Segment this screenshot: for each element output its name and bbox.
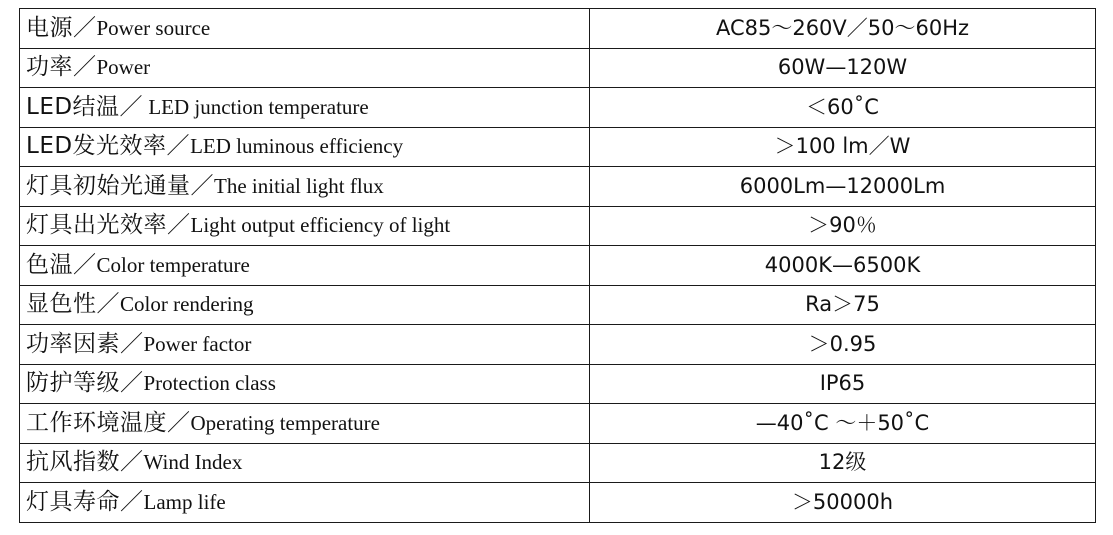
spec-value: ＜60˚C xyxy=(590,88,1096,128)
spec-value: 60W—120W xyxy=(590,48,1096,88)
spec-name-cell xyxy=(20,404,590,444)
spec-name-en: LED luminous efficiency xyxy=(190,134,404,159)
table-row xyxy=(20,404,1096,444)
spec-name-cn: 灯具初始光通量／ xyxy=(26,172,214,199)
table-row xyxy=(20,206,1096,246)
spec-value: ＞50000h xyxy=(590,483,1096,523)
spec-value: ＞0.95 xyxy=(590,325,1096,365)
spec-name-cell xyxy=(20,88,590,128)
spec-name-cn: 灯具寿命／ xyxy=(26,488,144,515)
spec-name-cell xyxy=(20,364,590,404)
spec-name-cn: 抗风指数／ xyxy=(26,449,144,476)
spec-name-cell xyxy=(20,246,590,286)
spec-name-en: Power factor xyxy=(143,331,252,356)
table-row xyxy=(20,364,1096,404)
table-row xyxy=(20,9,1096,49)
spec-name-cn: 电源／ xyxy=(26,14,97,41)
table-row xyxy=(20,246,1096,286)
spec-name-cell xyxy=(20,127,590,167)
spec-name-cn: 防护等级／ xyxy=(26,370,144,397)
spec-value: Ra＞75 xyxy=(590,285,1096,325)
spec-name-en: Color rendering xyxy=(120,292,254,317)
spec-name-cn: 灯具出光效率／ xyxy=(26,212,191,239)
spec-name-cell xyxy=(20,167,590,207)
spec-value: 12级 xyxy=(590,443,1096,483)
spec-value: 4000K—6500K xyxy=(590,246,1096,286)
spec-value: ＞100 lm／W xyxy=(590,127,1096,167)
table-row xyxy=(20,88,1096,128)
spec-name-cell xyxy=(20,443,590,483)
table-row xyxy=(20,167,1096,207)
spec-name-en: Operating temperature xyxy=(190,410,380,435)
spec-name-cn: 色温／ xyxy=(26,251,97,278)
spec-name-cn: 功率／ xyxy=(26,54,97,81)
spec-name-cell xyxy=(20,48,590,88)
spec-name-en: LED junction temperature xyxy=(143,94,369,119)
spec-name-en: Power xyxy=(96,55,151,80)
spec-value: 6000Lm—12000Lm xyxy=(590,167,1096,207)
spec-name-en: Wind Index xyxy=(143,450,243,475)
table-row xyxy=(20,285,1096,325)
table-row xyxy=(20,127,1096,167)
spec-name-en: The initial light flux xyxy=(214,173,384,198)
spec-name-cell xyxy=(20,206,590,246)
spec-value: IP65 xyxy=(590,364,1096,404)
spec-name-cell xyxy=(20,325,590,365)
spec-name-en: Protection class xyxy=(143,371,276,396)
spec-value: —40˚C ～＋50˚C xyxy=(590,404,1096,444)
spec-name-cell xyxy=(20,285,590,325)
spec-table xyxy=(19,8,1096,523)
table-row xyxy=(20,325,1096,365)
spec-name-en: Color temperature xyxy=(96,252,250,277)
spec-name-cell xyxy=(20,483,590,523)
table-row xyxy=(20,483,1096,523)
table-row xyxy=(20,48,1096,88)
spec-value: AC85～260V／50～60Hz xyxy=(590,9,1096,49)
spec-name-cn: LED结温／ xyxy=(26,93,144,120)
spec-name-en: Power source xyxy=(96,15,211,40)
spec-name-en: Lamp life xyxy=(143,489,226,514)
table-row xyxy=(20,443,1096,483)
spec-name-cn: 工作环境温度／ xyxy=(26,409,191,436)
spec-name-cell xyxy=(20,9,590,49)
spec-name-cn: 功率因素／ xyxy=(26,330,144,357)
spec-name-en: Light output efficiency of light xyxy=(190,213,451,238)
spec-name-cn: LED发光效率／ xyxy=(26,133,191,160)
spec-value: ＞90％ xyxy=(590,206,1096,246)
spec-name-cn: 显色性／ xyxy=(26,291,120,318)
